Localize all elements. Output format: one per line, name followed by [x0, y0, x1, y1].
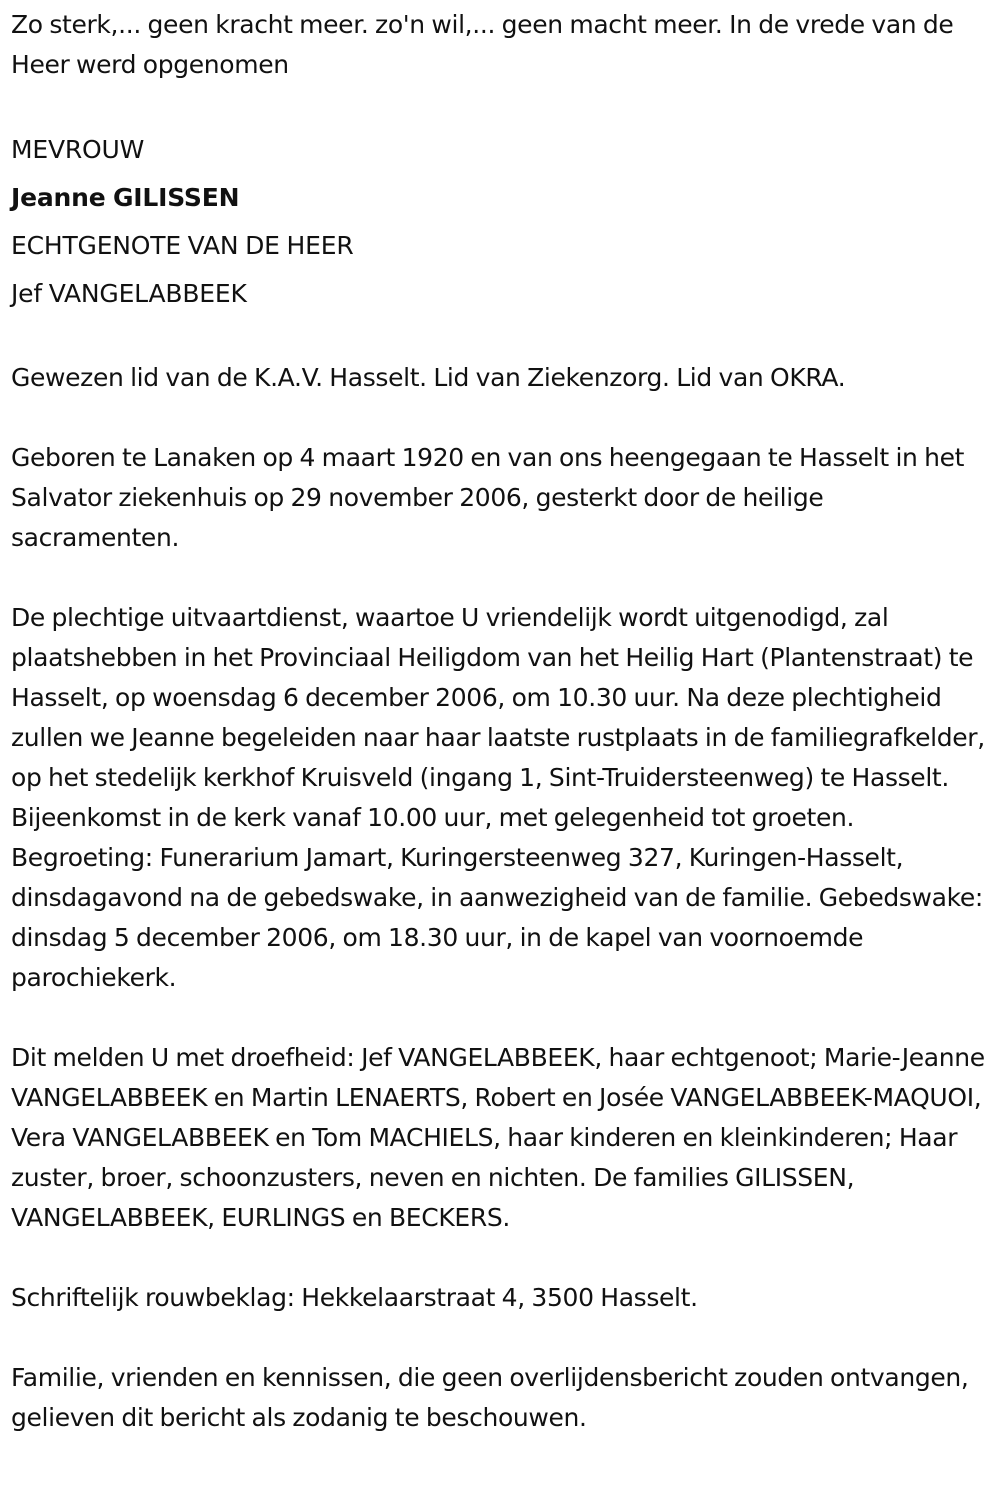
spouse-name: Jef VANGELABBEEK: [11, 279, 247, 308]
deceased-name: Jeanne GILISSEN: [11, 183, 240, 212]
spacer: [11, 1318, 992, 1358]
condolence-address-paragraph: Schriftelijk rouwbeklag: Hekkelaarstraat 4, 3500 Hasselt.: [11, 1283, 698, 1312]
spacer: [11, 998, 992, 1038]
closing-paragraph: Familie, vrienden en kennissen, die geen overlijdensbericht zouden ontvangen, gelieven dit bericht als zodanig te beschouwen.: [11, 1363, 969, 1432]
membership-paragraph: Gewezen lid van de K.A.V. Hasselt. Lid van Ziekenzorg. Lid van OKRA.: [11, 363, 846, 392]
spacer: [11, 85, 992, 125]
deceased-header: [11, 126, 992, 318]
funeral-service-paragraph: De plechtige uitvaartdienst, waartoe U vriendelijk wordt uitgenodigd, zal plaatshebben in het Provinciaal Heiligdom van het Heilig Hart (Plantenstraat) te Hasselt, op woensdag 6 december 2006, om 10.30 uur. Na deze plechtigheid zullen we Jeanne begeleiden naar haar laatste rustplaats in de familiegrafkelder, op het stedelijk kerkhof Kruisveld (ingang 1, Sint-Truidersteenweg) te Hasselt. Bijeenkomst in de kerk vanaf 10.00 uur, met gelegenheid tot groeten. Begroeting: Funerarium Jamart, Kuringersteenweg 327, Kuringen-Hasselt, dinsdagavond na de gebedswake, in aanwezigheid van de familie. Gebedswake: dinsdag 5 december 2006, om 18.30 uur, in de kapel van voornoemde parochiekerk.: [11, 603, 985, 992]
title-text: MEVROUW: [11, 135, 145, 164]
spacer: [11, 398, 992, 438]
relation-text: ECHTGENOTE VAN DE HEER: [11, 231, 354, 260]
intro-text: Zo sterk,... geen kracht meer. zo'n wil,... geen macht meer. In de vrede van de Heer werd opgenomen: [11, 10, 954, 79]
birth-death-paragraph: Geboren te Lanaken op 4 maart 1920 en van ons heengegaan te Hasselt in het Salvator ziekenhuis op 29 november 2006, gesterkt door de heilige sacramenten.: [11, 443, 965, 552]
spacer: [11, 1238, 992, 1278]
spacer: [11, 318, 992, 358]
family-announcement-paragraph: Dit melden U met droefheid: Jef VANGELABBEEK, haar echtgenoot; Marie-Jeanne VANGELABBEEK en Martin LENAERTS, Robert en Josée VANGELABBEEK-MAQUOI, Vera VANGELABBEEK en Tom MACHIELS, haar kinderen en kleinkinderen; Haar zuster, broer, schoonzusters, neven en nichten. De families GILISSEN, VANGELABBEEK, EURLINGS en BECKERS.: [11, 1043, 985, 1232]
spacer: [11, 558, 992, 598]
